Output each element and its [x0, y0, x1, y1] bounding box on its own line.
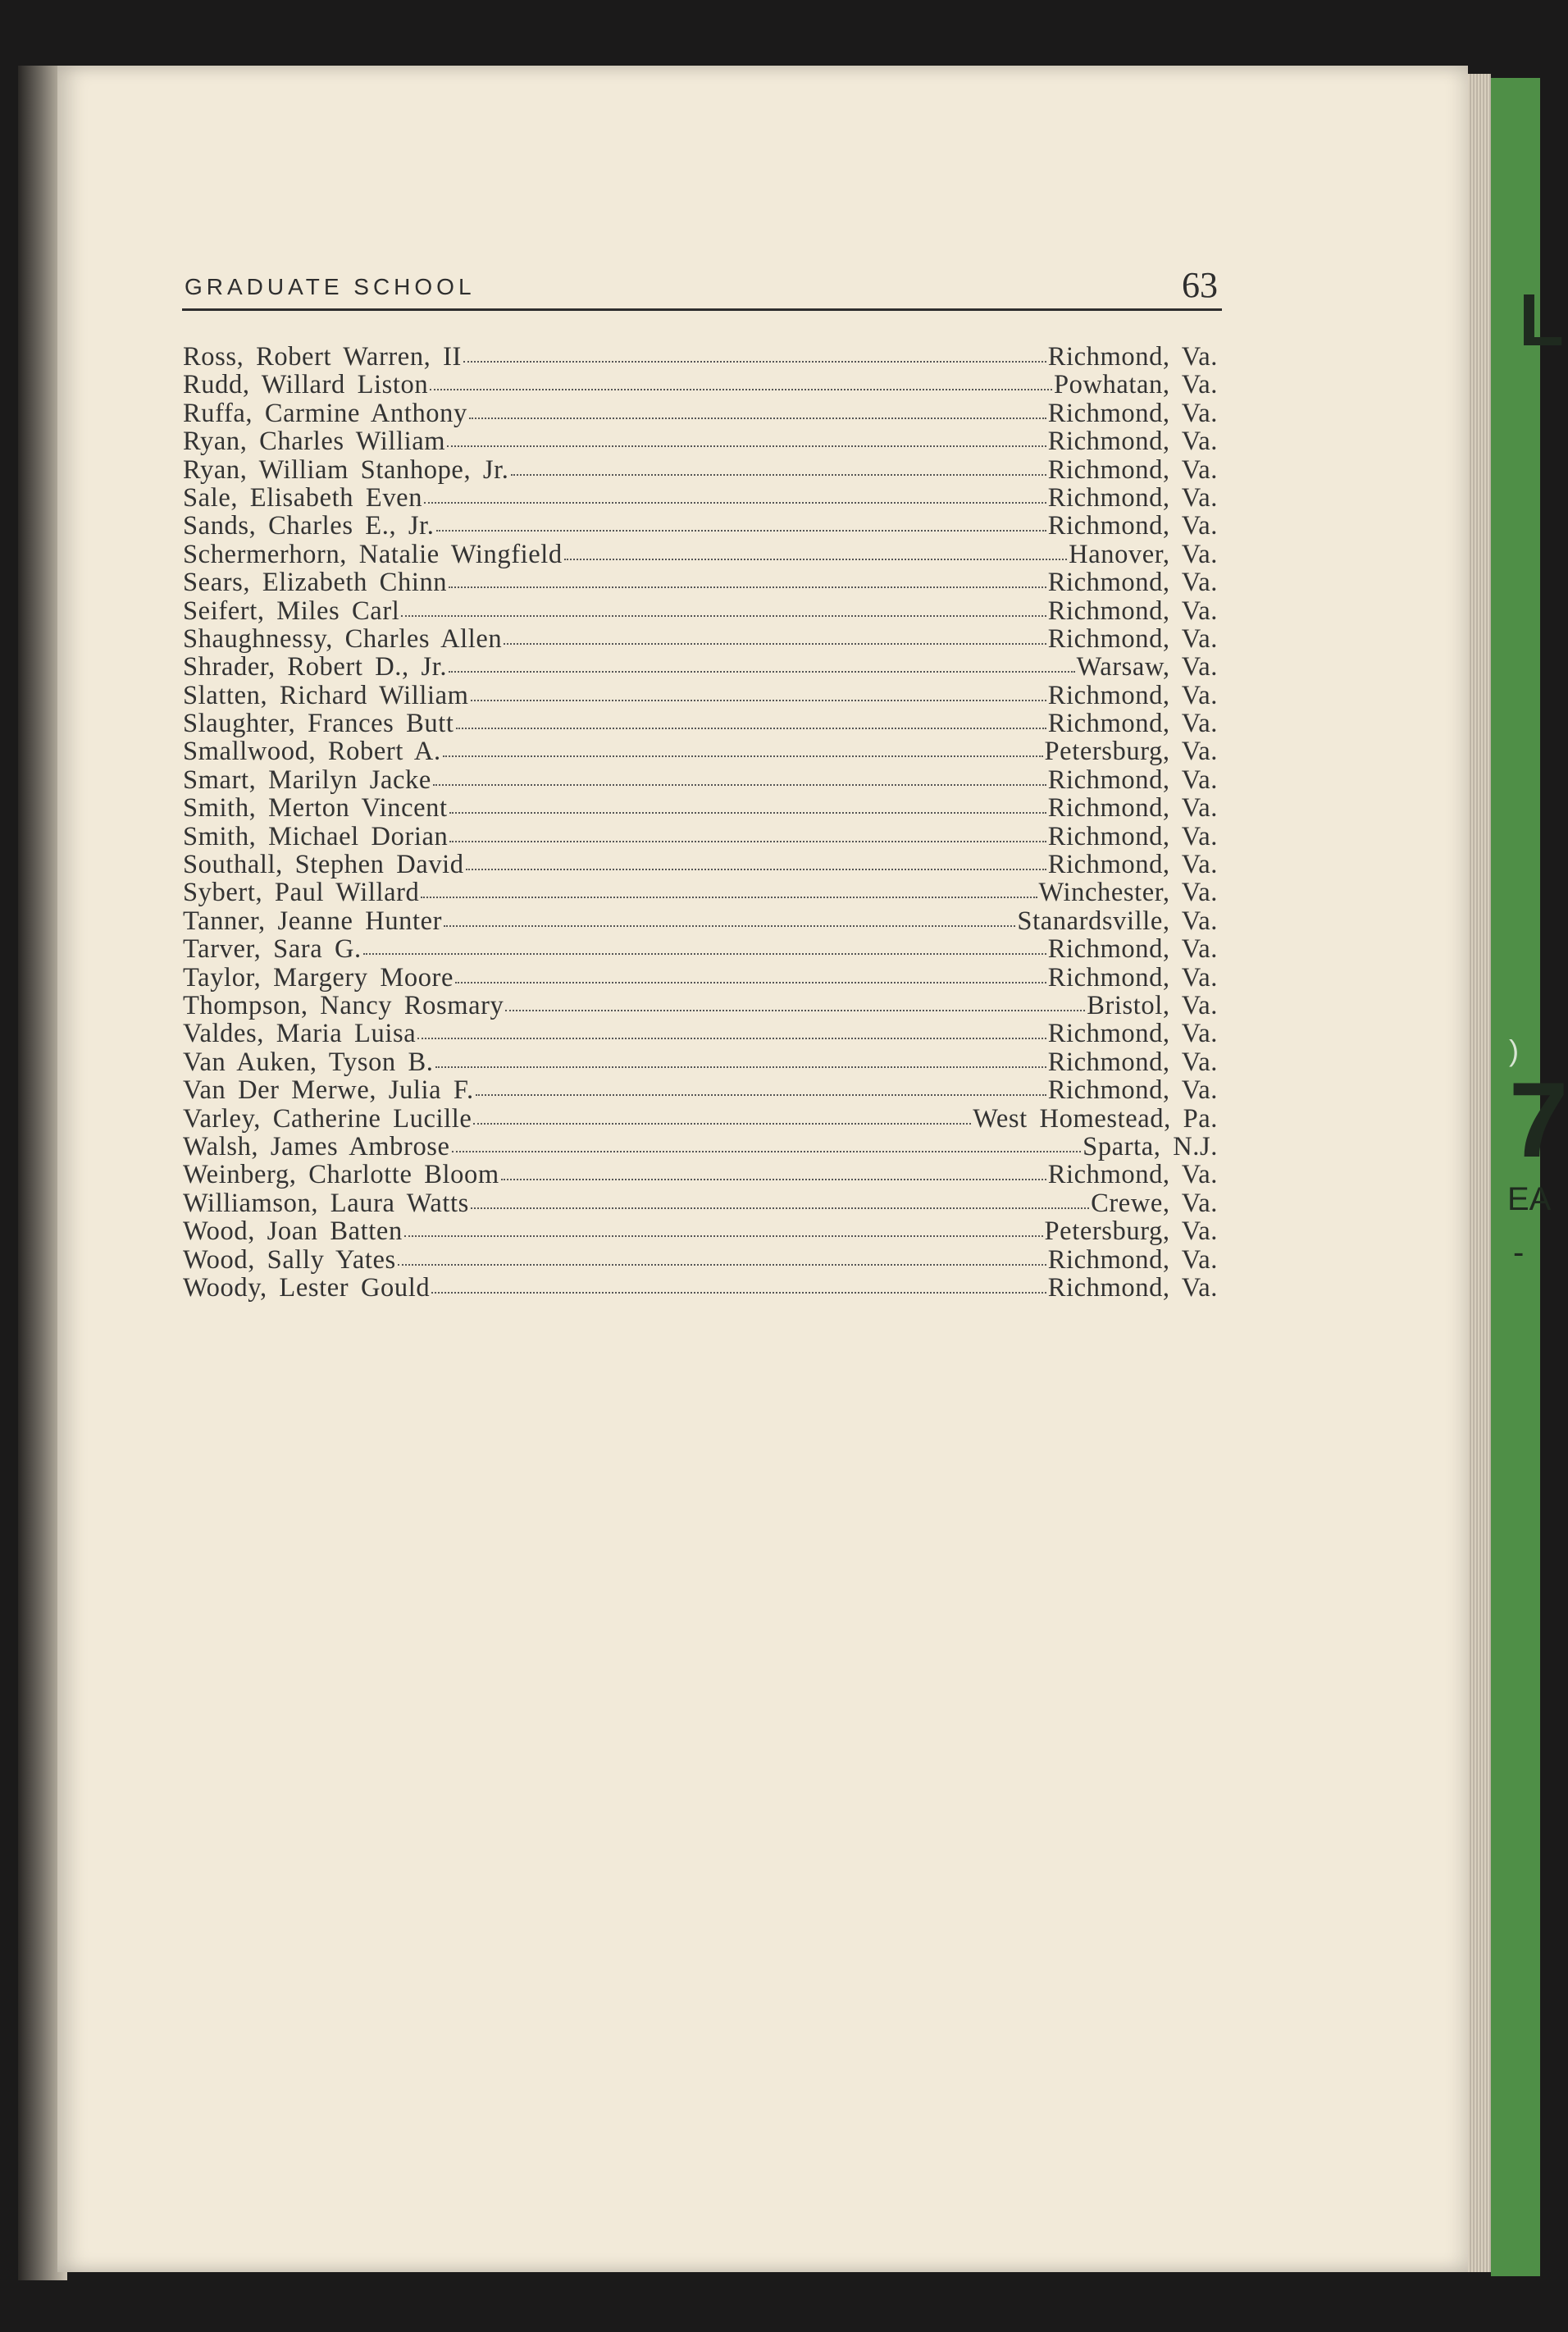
- student-name: Schermerhorn, Natalie Wingfield: [183, 539, 563, 569]
- student-name: Smart, Marilyn Jacke: [183, 764, 431, 795]
- list-item: [183, 512, 1218, 540]
- dot-leader: [443, 751, 1043, 757]
- running-head: [185, 265, 1218, 312]
- hometown: Powhatan, Va.: [1053, 370, 1218, 400]
- hometown: Richmond, Va.: [1047, 1075, 1218, 1106]
- dot-leader: [431, 1287, 1046, 1294]
- list-item: [183, 794, 1218, 822]
- hometown: Richmond, Va.: [1047, 934, 1218, 965]
- student-name: Smallwood, Robert A.: [183, 737, 441, 767]
- list-item: [183, 1246, 1218, 1274]
- dot-leader: [436, 525, 1046, 532]
- dot-leader: [424, 497, 1046, 504]
- hometown: Stanardsville, Va.: [1017, 906, 1218, 936]
- student-name: Valdes, Maria Luisa: [183, 1019, 417, 1049]
- dot-leader: [455, 977, 1046, 983]
- dot-leader: [504, 638, 1046, 645]
- hometown: Richmond, Va.: [1047, 821, 1218, 851]
- hometown: Bristol, Va.: [1087, 990, 1218, 1020]
- list-item: [183, 1105, 1218, 1133]
- student-name: Slaughter, Frances Butt: [183, 709, 454, 739]
- hometown: Richmond, Va.: [1047, 482, 1218, 513]
- list-item: [183, 1048, 1218, 1076]
- list-item: [183, 907, 1218, 935]
- dot-leader: [469, 413, 1046, 419]
- section-title: GRADUATE SCHOOL: [185, 274, 476, 299]
- hometown: Warsaw, Va.: [1076, 652, 1218, 682]
- dot-leader: [363, 948, 1046, 955]
- hometown: Richmond, Va.: [1047, 1244, 1218, 1275]
- dot-leader: [444, 920, 1015, 927]
- cover-text-fragment: 7: [1509, 1060, 1568, 1180]
- list-item: [183, 568, 1218, 596]
- student-directory-list: [183, 343, 1218, 1302]
- student-name: Thompson, Nancy Rosmary: [183, 990, 504, 1020]
- dot-leader: [447, 440, 1046, 447]
- list-item: [183, 484, 1218, 512]
- dot-leader: [435, 1061, 1046, 1068]
- cover-text-fragment: ): [1509, 1034, 1519, 1067]
- dot-leader: [421, 892, 1037, 898]
- dot-leader: [564, 554, 1067, 560]
- hometown: Petersburg, Va.: [1044, 1216, 1218, 1247]
- hometown: Richmond, Va.: [1047, 596, 1218, 626]
- hometown: Richmond, Va.: [1047, 764, 1218, 795]
- list-item: [183, 992, 1218, 1020]
- student-name: Varley, Catherine Lucille: [183, 1103, 472, 1134]
- hometown: Richmond, Va.: [1047, 398, 1218, 428]
- dot-leader: [452, 1146, 1082, 1152]
- cover-text-fragment: EA: [1507, 1181, 1552, 1217]
- student-name: Rudd, Willard Liston: [183, 370, 429, 400]
- hometown: Richmond, Va.: [1047, 1047, 1218, 1077]
- student-name: Sale, Elisabeth Even: [183, 482, 423, 513]
- list-item: [183, 851, 1218, 878]
- dot-leader: [417, 1033, 1046, 1039]
- hometown: Sparta, N.J.: [1083, 1131, 1218, 1161]
- page-edges: [1468, 74, 1491, 2272]
- hometown: West Homestead, Pa.: [973, 1103, 1218, 1134]
- hometown: Richmond, Va.: [1047, 680, 1218, 710]
- student-name: Southall, Stephen David: [183, 850, 464, 880]
- list-item: [183, 682, 1218, 710]
- student-name: Ross, Robert Warren, II: [183, 342, 462, 372]
- dot-leader: [473, 1118, 971, 1125]
- student-name: Weinberg, Charlotte Bloom: [183, 1160, 499, 1190]
- hometown: Richmond, Va.: [1047, 342, 1218, 372]
- dot-leader: [471, 1203, 1089, 1209]
- student-name: Wood, Joan Batten: [183, 1216, 403, 1247]
- dot-leader: [456, 723, 1046, 729]
- hometown: Richmond, Va.: [1047, 1272, 1218, 1303]
- dot-leader: [471, 695, 1046, 701]
- list-item: [183, 456, 1218, 484]
- cover-text-fragment: L: [1519, 280, 1564, 362]
- list-item: [183, 1076, 1218, 1104]
- list-item: [183, 1020, 1218, 1047]
- hometown: Richmond, Va.: [1047, 511, 1218, 541]
- student-name: Ruffa, Carmine Anthony: [183, 398, 467, 428]
- list-item: [183, 427, 1218, 455]
- student-name: Van Der Merwe, Julia F.: [183, 1075, 474, 1106]
- student-name: Smith, Merton Vincent: [183, 793, 448, 824]
- hometown: Richmond, Va.: [1047, 623, 1218, 654]
- list-item: [183, 1274, 1218, 1302]
- dot-leader: [505, 1005, 1085, 1011]
- student-name: Tanner, Jeanne Hunter: [183, 906, 443, 936]
- student-name: Taylor, Margery Moore: [183, 962, 454, 993]
- hometown: Richmond, Va.: [1047, 1160, 1218, 1190]
- student-name: Sears, Elizabeth Chinn: [183, 568, 448, 598]
- page-number: 63: [1182, 265, 1218, 305]
- dot-leader: [404, 1230, 1043, 1237]
- hometown: Richmond, Va.: [1047, 962, 1218, 993]
- hometown: Richmond, Va.: [1047, 793, 1218, 824]
- list-item: [183, 399, 1218, 427]
- list-item: [183, 1161, 1218, 1189]
- hometown: Richmond, Va.: [1047, 709, 1218, 739]
- student-name: Slatten, Richard William: [183, 680, 469, 710]
- list-item: [183, 710, 1218, 737]
- student-name: Williamson, Laura Watts: [183, 1188, 469, 1218]
- student-name: Woody, Lester Gould: [183, 1272, 431, 1303]
- dot-leader: [449, 836, 1046, 842]
- student-name: Tarver, Sara G.: [183, 934, 362, 965]
- student-name: Seifert, Miles Carl: [183, 596, 400, 626]
- list-item: [183, 1133, 1218, 1161]
- hometown: Richmond, Va.: [1047, 1019, 1218, 1049]
- list-item: [183, 597, 1218, 625]
- hometown: Richmond, Va.: [1047, 568, 1218, 598]
- list-item: [183, 625, 1218, 653]
- list-item: [183, 371, 1218, 399]
- student-name: Ryan, William Stanhope, Jr.: [183, 454, 509, 485]
- list-item: [183, 964, 1218, 992]
- student-name: Smith, Michael Dorian: [183, 821, 449, 851]
- dot-leader: [449, 582, 1046, 588]
- list-item: [183, 343, 1218, 371]
- list-item: [183, 1189, 1218, 1217]
- list-item: [183, 935, 1218, 963]
- hometown: Hanover, Va.: [1069, 539, 1218, 569]
- cover-text-fragment: -: [1513, 1234, 1525, 1271]
- dot-leader: [433, 779, 1046, 786]
- dot-leader: [401, 610, 1046, 617]
- dot-leader: [476, 1089, 1046, 1096]
- hometown: Petersburg, Va.: [1044, 737, 1218, 767]
- hometown: Richmond, Va.: [1047, 427, 1218, 457]
- list-item: [183, 823, 1218, 851]
- dot-leader: [398, 1259, 1046, 1266]
- dot-leader: [511, 469, 1046, 476]
- list-item: [183, 766, 1218, 794]
- list-item: [183, 737, 1218, 765]
- hometown: Winchester, Va.: [1038, 878, 1218, 908]
- dot-leader: [449, 666, 1075, 673]
- student-name: Walsh, James Ambrose: [183, 1131, 450, 1161]
- header-rule: [182, 308, 1222, 311]
- dot-leader: [501, 1174, 1046, 1180]
- student-name: Shrader, Robert D., Jr.: [183, 652, 448, 682]
- student-name: Wood, Sally Yates: [183, 1244, 396, 1275]
- hometown: Richmond, Va.: [1047, 850, 1218, 880]
- student-name: Sands, Charles E., Jr.: [183, 511, 435, 541]
- dot-leader: [449, 807, 1046, 814]
- dot-leader: [430, 384, 1052, 390]
- list-item: [183, 653, 1218, 681]
- hometown: Richmond, Va.: [1047, 454, 1218, 485]
- student-name: Ryan, Charles William: [183, 427, 446, 457]
- student-name: Van Auken, Tyson B.: [183, 1047, 434, 1077]
- dot-leader: [463, 356, 1046, 363]
- dot-leader: [466, 864, 1046, 870]
- hometown: Crewe, Va.: [1091, 1188, 1218, 1218]
- list-item: [183, 541, 1218, 568]
- student-name: Sybert, Paul Willard: [183, 878, 420, 908]
- student-name: Shaughnessy, Charles Allen: [183, 623, 503, 654]
- list-item: [183, 1217, 1218, 1245]
- list-item: [183, 878, 1218, 906]
